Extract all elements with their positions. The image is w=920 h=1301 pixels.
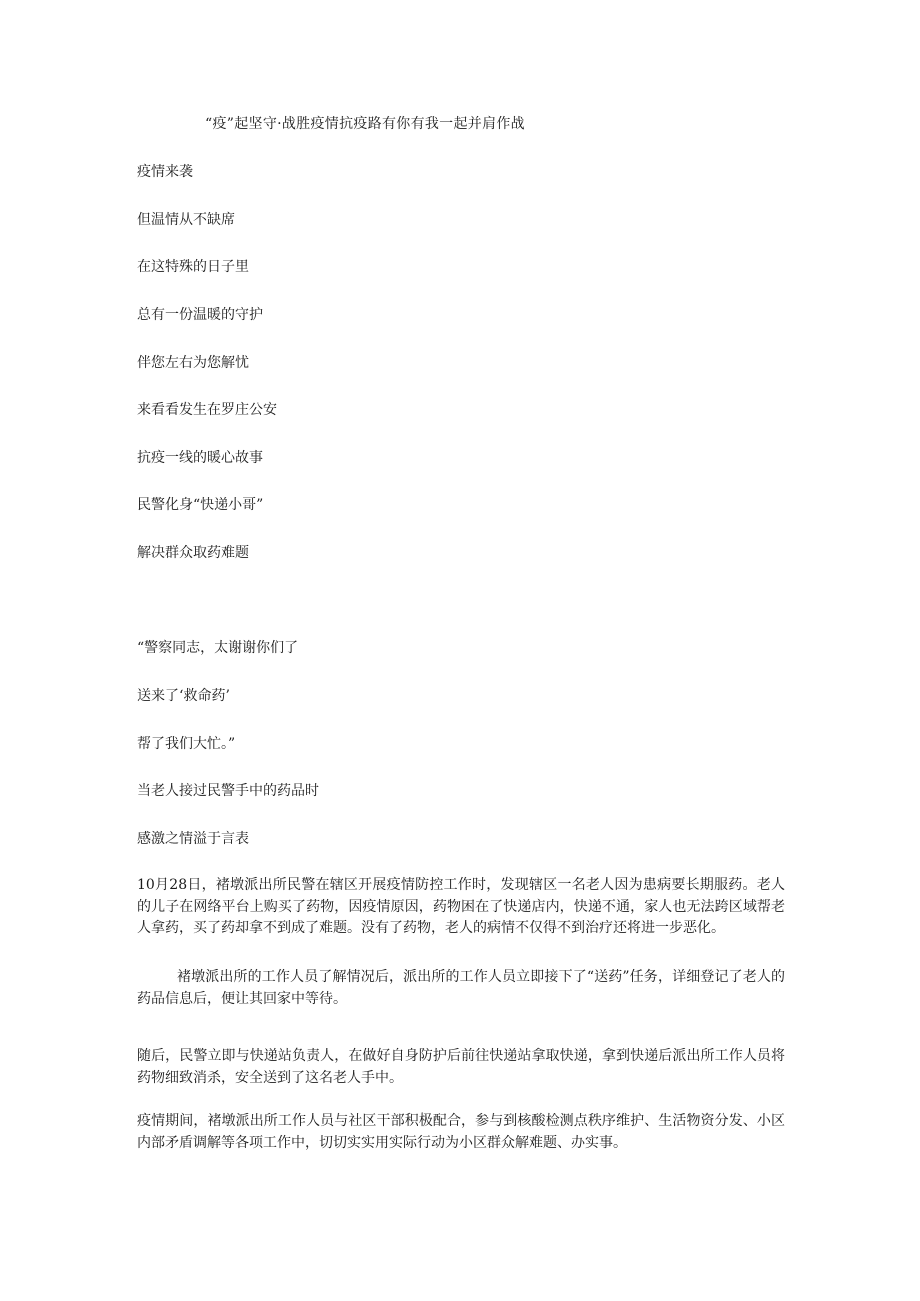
quote-line: 帮了我们大忙。” bbox=[137, 736, 236, 752]
intro-line: 来看看发生在罗庄公安 bbox=[137, 402, 277, 418]
intro-line: 疫情来袭 bbox=[137, 164, 193, 180]
quote-line: 感激之情溢于言表 bbox=[137, 831, 249, 847]
body-paragraph: 疫情期间，褚墩派出所工作人员与社区干部积极配合，参与到核酸检测点秩序维护、生活物资分发、小区内部矛盾调解等各项工作中，切切实实用实际行动为小区群众解难题、办实事。 bbox=[137, 1113, 785, 1151]
intro-line: 总有一份温暖的守护 bbox=[137, 307, 263, 323]
intro-line: 民警化身“快递小哥” bbox=[137, 497, 264, 513]
body-paragraph: 10月28日，褚墩派出所民警在辖区开展疫情防控工作时，发现辖区一名老人因为患病要长期服药。老人的儿子在网络平台上购买了药物，因疫情原因，药物困在了快递店内，快递不通，家人也无法跨区域帮老人拿药，买了药却拿不到成了难题。没有了药物，老人的病情不仅得不到治疗还将进一步恶化。 bbox=[137, 877, 785, 936]
intro-line: 但温情从不缺席 bbox=[137, 212, 235, 228]
body-paragraph: 随后，民警立即与快递站负责人，在做好自身防护后前往快递站拿取快递，拿到快递后派出所工作人员将药物细致消杀，安全送到了这名老人手中。 bbox=[137, 1048, 785, 1086]
intro-line: 在这特殊的日子里 bbox=[137, 259, 249, 275]
quote-line: 送来了‘救命药’ bbox=[137, 688, 230, 704]
document-title: “疫”起坚守·战胜疫情抗疫路有你有我一起并肩作战 bbox=[205, 116, 525, 132]
intro-line: 伴您左右为您解忧 bbox=[137, 355, 249, 371]
quote-line: “警察同志，太谢谢你们了 bbox=[137, 640, 299, 656]
body-paragraph: 褚墩派出所的工作人员了解情况后，派出所的工作人员立即接下了“送药”任务，详细登记了老人的药品信息后，便让其回家中等待。 bbox=[137, 969, 785, 1007]
intro-line: 抗疫一线的暖心故事 bbox=[137, 450, 263, 466]
quote-line: 当老人接过民警手中的药品时 bbox=[137, 783, 319, 799]
intro-line: 解决群众取药难题 bbox=[137, 545, 249, 561]
